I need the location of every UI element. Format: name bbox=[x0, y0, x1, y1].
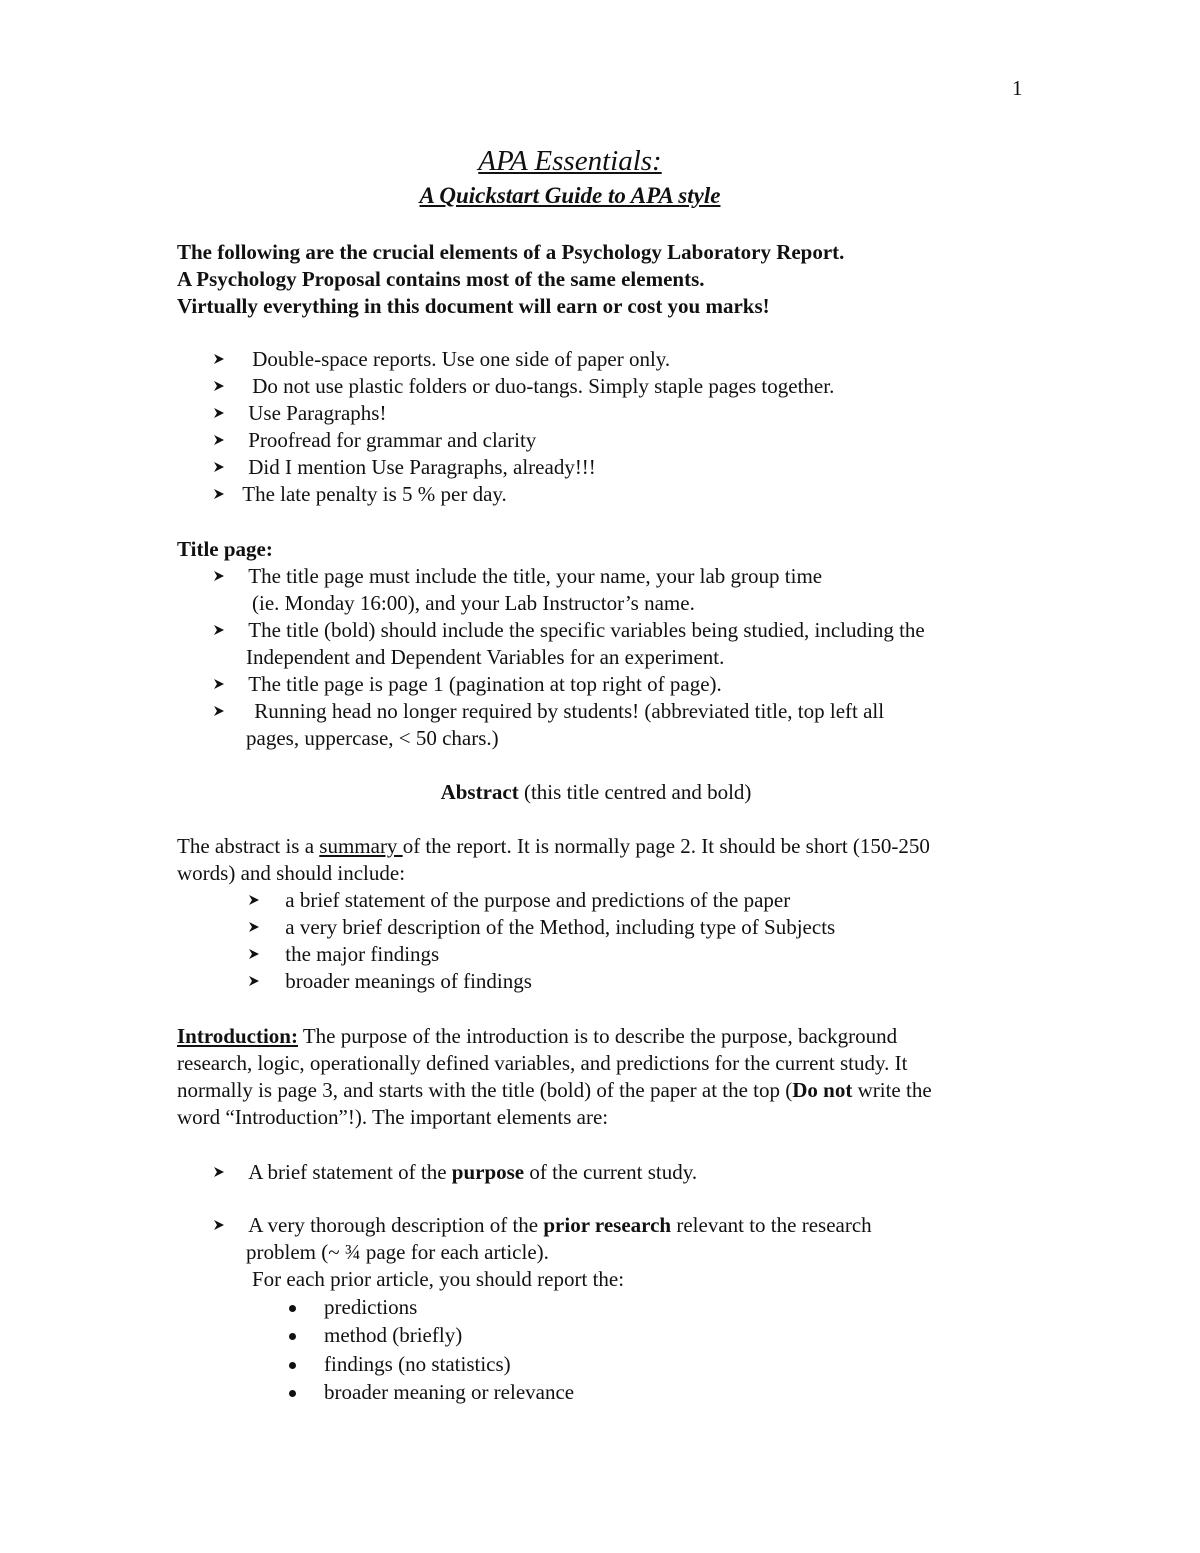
bullet-text: Double-space reports. Use one side of paper only. bbox=[252, 347, 671, 371]
bullet-text: broader meanings of findings bbox=[285, 969, 532, 993]
arrow-bullet-icon bbox=[213, 461, 225, 473]
abstract-bullet bbox=[248, 914, 835, 941]
title-subtitle: A Quickstart Guide to APA style bbox=[419, 183, 721, 208]
introduction-bullet bbox=[213, 1159, 697, 1186]
general-bullet bbox=[213, 481, 507, 508]
dot-bullet-icon bbox=[289, 1362, 296, 1369]
bullet-text: a brief statement of the purpose and predictions of the paper bbox=[285, 888, 791, 912]
arrow-bullet-icon bbox=[213, 570, 225, 582]
bullet-text: The title (bold) should include the specific variables being studied, including the bbox=[248, 618, 925, 642]
bullet-continuation: pages, uppercase, < 50 chars.) bbox=[246, 726, 499, 750]
intro-line: Virtually everything in this document will earn or cost you marks! bbox=[177, 294, 770, 318]
text-run: The purpose of the introduction is to describe the purpose, background bbox=[297, 1024, 898, 1048]
arrow-bullet-icon bbox=[248, 975, 260, 987]
page-number: 1 bbox=[1012, 76, 1023, 100]
title-page-bullet bbox=[213, 698, 884, 725]
bullet-text bbox=[248, 1213, 871, 1237]
general-bullet bbox=[213, 454, 596, 481]
arrow-bullet-icon bbox=[213, 353, 225, 365]
text-run: of the report. It is normally page 2. It should be short (150-250 bbox=[402, 834, 930, 858]
general-bullet bbox=[213, 346, 670, 373]
text-run: normally is page 3, and starts with the title (bold) of the paper at the top ( bbox=[177, 1078, 793, 1102]
sub-bullet-text: findings (no statistics) bbox=[324, 1352, 511, 1376]
text-run: of the current study. bbox=[524, 1160, 698, 1184]
bullet-text: a very brief description of the Method, including type of Subjects bbox=[285, 915, 836, 939]
general-bullet bbox=[213, 400, 386, 427]
dot-bullet-icon bbox=[289, 1390, 296, 1397]
arrow-bullet-icon bbox=[213, 407, 225, 419]
introduction-paragraph-line: research, logic, operationally defined variables, and predictions for the current study. It bbox=[177, 1051, 908, 1075]
arrow-bullet-icon bbox=[213, 380, 225, 392]
abstract-paragraph-line: words) and should include: bbox=[177, 861, 406, 885]
document-title bbox=[0, 143, 1140, 211]
abstract-paragraph-line bbox=[177, 833, 930, 860]
abstract-bullet bbox=[248, 887, 790, 914]
bullet-text: The title page must include the title, your name, your lab group time bbox=[248, 564, 823, 588]
abstract-heading-bold: Abstract bbox=[440, 780, 519, 804]
text-run: relevant to the research bbox=[671, 1213, 872, 1237]
purpose-bold: purpose bbox=[451, 1160, 525, 1184]
general-bullet bbox=[213, 427, 536, 454]
bullet-text: the major findings bbox=[285, 942, 440, 966]
bullet-text bbox=[248, 1160, 697, 1184]
bullet-continuation: problem (~ ¾ page for each article). bbox=[246, 1240, 549, 1264]
text-run: A very thorough description of the bbox=[248, 1213, 544, 1237]
dot-bullet-icon bbox=[289, 1305, 296, 1312]
title-page-bullet bbox=[213, 617, 925, 644]
dot-bullet-icon bbox=[289, 1333, 296, 1340]
abstract-heading-note: (this title centred and bold) bbox=[518, 780, 752, 804]
do-not-bold: Do not bbox=[792, 1078, 853, 1102]
sub-bullet-text: predictions bbox=[324, 1295, 418, 1319]
bullet-continuation: Independent and Dependent Variables for an experiment. bbox=[246, 645, 725, 669]
bullet-text: Running head no longer required by students! (abbreviated title, top left all bbox=[254, 699, 885, 723]
bullet-text: The title page is page 1 (pagination at top right of page). bbox=[248, 672, 722, 696]
bullet-text: Do not use plastic folders or duo-tangs. Simply staple pages together. bbox=[252, 374, 835, 398]
bullet-text: The late penalty is 5 % per day. bbox=[242, 482, 507, 506]
introduction-paragraph-line: word “Introduction”!). The important elements are: bbox=[177, 1105, 609, 1129]
title-page-heading: Title page: bbox=[177, 537, 273, 561]
introduction-bullet bbox=[213, 1212, 872, 1239]
title-page-bullet bbox=[213, 671, 722, 698]
sub-bullet-text: method (briefly) bbox=[324, 1323, 463, 1347]
intro-line: The following are the crucial elements of a Psychology Laboratory Report. bbox=[177, 240, 845, 264]
text-run: A brief statement of the bbox=[248, 1160, 452, 1184]
introduction-heading: Introduction: bbox=[177, 1024, 298, 1048]
title-main: APA Essentials: bbox=[478, 145, 662, 177]
bullet-continuation: For each prior article, you should report the: bbox=[252, 1267, 625, 1291]
prior-research-bold: prior research bbox=[543, 1213, 672, 1237]
arrow-bullet-icon bbox=[213, 678, 225, 690]
arrow-bullet-icon bbox=[213, 434, 225, 446]
general-bullet bbox=[213, 373, 834, 400]
introduction-paragraph-line bbox=[177, 1077, 932, 1104]
arrow-bullet-icon bbox=[213, 488, 225, 500]
arrow-bullet-icon bbox=[213, 705, 225, 717]
bullet-text: Did I mention Use Paragraphs, already!!! bbox=[248, 455, 596, 479]
bullet-text: Proofread for grammar and clarity bbox=[248, 428, 537, 452]
title-page-bullet bbox=[213, 563, 822, 590]
introduction-paragraph-line bbox=[177, 1023, 897, 1050]
sub-bullet-text: broader meaning or relevance bbox=[324, 1380, 575, 1404]
abstract-bullet bbox=[248, 941, 439, 968]
bullet-continuation: (ie. Monday 16:00), and your Lab Instructor’s name. bbox=[252, 591, 695, 615]
summary-underlined: summary bbox=[319, 834, 403, 858]
arrow-bullet-icon bbox=[213, 1166, 225, 1178]
arrow-bullet-icon bbox=[248, 948, 260, 960]
bullet-text: Use Paragraphs! bbox=[248, 401, 387, 425]
arrow-bullet-icon bbox=[213, 624, 225, 636]
arrow-bullet-icon bbox=[213, 1219, 225, 1231]
arrow-bullet-icon bbox=[248, 921, 260, 933]
text-run: write the bbox=[852, 1078, 932, 1102]
abstract-heading bbox=[50, 779, 1142, 806]
arrow-bullet-icon bbox=[248, 894, 260, 906]
text-run: The abstract is a bbox=[177, 834, 320, 858]
intro-line: A Psychology Proposal contains most of the same elements. bbox=[177, 267, 705, 291]
abstract-bullet bbox=[248, 968, 532, 995]
